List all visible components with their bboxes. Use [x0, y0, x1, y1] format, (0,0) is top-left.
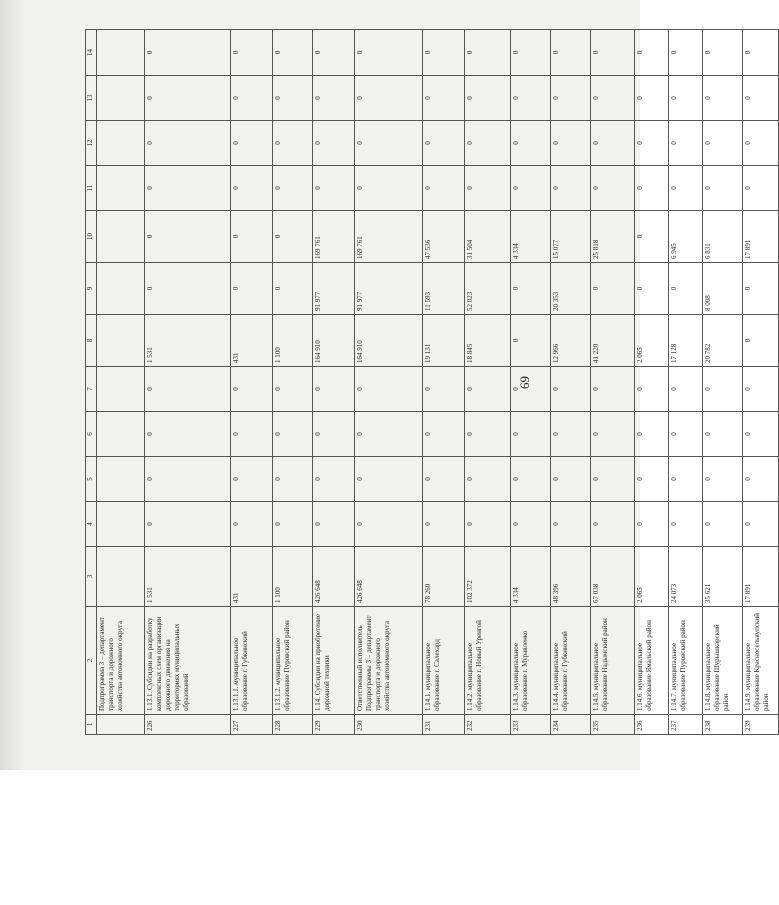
- row-label-cell: 1.14.4. муниципальное образование г. Губкинский: [551, 607, 591, 715]
- row-number-cell: 232: [465, 715, 511, 735]
- header-cell: 5: [86, 457, 97, 502]
- value-cell: 431: [231, 547, 273, 607]
- row-number-cell: 226: [145, 715, 231, 735]
- value-cell: 0: [551, 502, 591, 547]
- value-cell: 0: [635, 211, 669, 263]
- value-cell: 2 065: [635, 315, 669, 367]
- value-cell: 0: [703, 76, 743, 121]
- budget-table: [85, 29, 779, 735]
- value-cell: 0: [551, 367, 591, 412]
- row-label-cell: 1.14.3. муниципальное образование г. Муравленко: [511, 607, 551, 715]
- table-row: [423, 30, 465, 735]
- value-cell: 0: [511, 121, 551, 166]
- value-cell: [97, 457, 145, 502]
- value-cell: 0: [591, 502, 635, 547]
- value-cell: [97, 547, 145, 607]
- value-cell: 0: [465, 502, 511, 547]
- value-cell: [97, 315, 145, 367]
- table-row: [703, 30, 743, 735]
- value-cell: 19 131: [423, 315, 465, 367]
- value-cell: 0: [273, 30, 313, 76]
- value-cell: 0: [231, 211, 273, 263]
- value-cell: 8 008: [703, 263, 743, 315]
- value-cell: 0: [145, 211, 231, 263]
- row-number-cell: 238: [703, 715, 743, 735]
- value-cell: 0: [231, 502, 273, 547]
- value-cell: 0: [355, 502, 423, 547]
- value-cell: 0: [313, 502, 355, 547]
- value-cell: 0: [511, 502, 551, 547]
- value-cell: 0: [591, 121, 635, 166]
- value-cell: 0: [551, 457, 591, 502]
- value-cell: 0: [465, 76, 511, 121]
- row-label-cell: 1.14.7. муниципальное образование Пуровский район: [669, 607, 703, 715]
- value-cell: 0: [703, 121, 743, 166]
- table-row: [355, 30, 423, 735]
- row-label-cell: 1.13.1. Субсидии на разработку комплексных схем организации дорожного движения на территориях муниципальных образований: [145, 607, 231, 715]
- value-cell: 6 945: [669, 211, 703, 263]
- table-row: [551, 30, 591, 735]
- row-label-cell: 1.14.8. муниципальное образование Шурышкарский район: [703, 607, 743, 715]
- value-cell: [97, 412, 145, 457]
- value-cell: 0: [231, 412, 273, 457]
- row-number-cell: 236: [635, 715, 669, 735]
- row-number-cell: 227: [231, 715, 273, 735]
- value-cell: 2 065: [635, 547, 669, 607]
- value-cell: 18 845: [465, 315, 511, 367]
- value-cell: 0: [355, 166, 423, 211]
- value-cell: 52 023: [465, 263, 511, 315]
- value-cell: 0: [743, 30, 779, 76]
- value-cell: [97, 263, 145, 315]
- value-cell: 0: [145, 263, 231, 315]
- value-cell: 0: [669, 30, 703, 76]
- row-number-cell: 233: [511, 715, 551, 735]
- value-cell: 431: [231, 315, 273, 367]
- value-cell: 0: [635, 367, 669, 412]
- header-cell: 11: [86, 166, 97, 211]
- value-cell: 0: [511, 315, 551, 367]
- value-cell: 0: [231, 76, 273, 121]
- value-cell: 0: [635, 30, 669, 76]
- row-label-cell: 1.14.5. муниципальное образование Надымский район: [591, 607, 635, 715]
- value-cell: 1 531: [145, 547, 231, 607]
- value-cell: 0: [145, 166, 231, 211]
- value-cell: 0: [743, 263, 779, 315]
- value-cell: 169 761: [355, 211, 423, 263]
- value-cell: 0: [313, 30, 355, 76]
- table-row: [145, 30, 231, 735]
- value-cell: 0: [669, 367, 703, 412]
- value-cell: 0: [669, 121, 703, 166]
- row-label-cell: 1.14.6. муниципальное образование Ямальский район: [635, 607, 669, 715]
- value-cell: 0: [465, 166, 511, 211]
- value-cell: 0: [273, 76, 313, 121]
- value-cell: 0: [743, 457, 779, 502]
- value-cell: 0: [703, 412, 743, 457]
- value-cell: 0: [743, 166, 779, 211]
- table-row: [465, 30, 511, 735]
- table-row: [669, 30, 703, 735]
- header-cell: 10: [86, 211, 97, 263]
- value-cell: 17 128: [669, 315, 703, 367]
- value-cell: 0: [355, 367, 423, 412]
- value-cell: 17 891: [743, 211, 779, 263]
- value-cell: 0: [743, 367, 779, 412]
- header-cell: 6: [86, 412, 97, 457]
- value-cell: 0: [703, 166, 743, 211]
- value-cell: 0: [703, 367, 743, 412]
- value-cell: 11 593: [423, 263, 465, 315]
- value-cell: 0: [355, 76, 423, 121]
- value-cell: 25 818: [591, 211, 635, 263]
- row-number-cell: 234: [551, 715, 591, 735]
- row-number-cell: 228: [273, 715, 313, 735]
- value-cell: 12 966: [551, 315, 591, 367]
- value-cell: 0: [313, 457, 355, 502]
- value-cell: 0: [423, 30, 465, 76]
- row-label-cell: 1.13.1.1. муниципальное образование г. Губкинский: [231, 607, 273, 715]
- value-cell: 20 353: [551, 263, 591, 315]
- value-cell: [97, 30, 145, 76]
- value-cell: 169 761: [313, 211, 355, 263]
- row-number-cell: 237: [669, 715, 703, 735]
- value-cell: 0: [511, 166, 551, 211]
- value-cell: 0: [145, 412, 231, 457]
- value-cell: 0: [231, 263, 273, 315]
- value-cell: 0: [703, 457, 743, 502]
- value-cell: 20 782: [703, 315, 743, 367]
- value-cell: 48 396: [551, 547, 591, 607]
- row-number-cell: 239: [743, 715, 779, 735]
- value-cell: 0: [355, 412, 423, 457]
- value-cell: 0: [145, 76, 231, 121]
- value-cell: 1 100: [273, 315, 313, 367]
- table-body: [97, 30, 779, 735]
- row-number-cell: 235: [591, 715, 635, 735]
- value-cell: 0: [591, 166, 635, 211]
- row-number-cell: 231: [423, 715, 465, 735]
- value-cell: 0: [145, 121, 231, 166]
- value-cell: 0: [551, 121, 591, 166]
- value-cell: [97, 367, 145, 412]
- value-cell: [97, 121, 145, 166]
- value-cell: 0: [231, 166, 273, 211]
- value-cell: 0: [669, 502, 703, 547]
- header-cell: 9: [86, 263, 97, 315]
- value-cell: 0: [465, 457, 511, 502]
- value-cell: 0: [465, 121, 511, 166]
- value-cell: [97, 502, 145, 547]
- value-cell: 0: [591, 367, 635, 412]
- value-cell: 0: [313, 367, 355, 412]
- value-cell: 24 073: [669, 547, 703, 607]
- value-cell: 0: [355, 121, 423, 166]
- header-cell: 14: [86, 30, 97, 76]
- value-cell: 0: [511, 30, 551, 76]
- value-cell: 0: [551, 30, 591, 76]
- value-cell: 0: [591, 30, 635, 76]
- value-cell: 91 977: [355, 263, 423, 315]
- value-cell: 0: [551, 412, 591, 457]
- value-cell: 0: [423, 412, 465, 457]
- value-cell: 0: [635, 166, 669, 211]
- value-cell: 0: [145, 30, 231, 76]
- table-row: [635, 30, 669, 735]
- value-cell: 0: [231, 367, 273, 412]
- value-cell: [97, 211, 145, 263]
- table-header-row: [86, 30, 97, 735]
- value-cell: 35 621: [703, 547, 743, 607]
- row-number-cell: 230: [355, 715, 423, 735]
- value-cell: 0: [145, 457, 231, 502]
- rotated-content: [85, 30, 770, 735]
- value-cell: 102 372: [465, 547, 511, 607]
- value-cell: 0: [145, 367, 231, 412]
- value-cell: 0: [273, 457, 313, 502]
- value-cell: 0: [551, 76, 591, 121]
- table-row: [591, 30, 635, 735]
- value-cell: 0: [423, 76, 465, 121]
- header-cell: 8: [86, 315, 97, 367]
- value-cell: 0: [273, 166, 313, 211]
- value-cell: 91 977: [313, 263, 355, 315]
- value-cell: 31 504: [465, 211, 511, 263]
- value-cell: 0: [591, 76, 635, 121]
- value-cell: 0: [423, 367, 465, 412]
- value-cell: 0: [355, 457, 423, 502]
- value-cell: 426 648: [355, 547, 423, 607]
- header-cell: 1: [86, 715, 97, 735]
- table-row: [97, 30, 145, 735]
- value-cell: 1 531: [145, 315, 231, 367]
- table-row: [743, 30, 779, 735]
- value-cell: 0: [743, 412, 779, 457]
- value-cell: 41 220: [591, 315, 635, 367]
- header-cell: 4: [86, 502, 97, 547]
- value-cell: 6 831: [703, 211, 743, 263]
- value-cell: 0: [743, 315, 779, 367]
- row-label-cell: 1.14. Субсидии на приобретение дорожной техники: [313, 607, 355, 715]
- value-cell: 0: [635, 457, 669, 502]
- value-cell: [97, 76, 145, 121]
- value-cell: 0: [273, 502, 313, 547]
- value-cell: 0: [669, 457, 703, 502]
- value-cell: 0: [511, 367, 551, 412]
- header-cell: 13: [86, 76, 97, 121]
- value-cell: 47 536: [423, 211, 465, 263]
- value-cell: 67 038: [591, 547, 635, 607]
- value-cell: 0: [231, 457, 273, 502]
- value-cell: 0: [703, 30, 743, 76]
- value-cell: 0: [591, 457, 635, 502]
- value-cell: 0: [273, 211, 313, 263]
- header-cell: 3: [86, 547, 97, 607]
- value-cell: 0: [465, 412, 511, 457]
- value-cell: 0: [313, 166, 355, 211]
- value-cell: 0: [355, 30, 423, 76]
- value-cell: 17 891: [743, 547, 779, 607]
- value-cell: 426 648: [313, 547, 355, 607]
- value-cell: 0: [511, 263, 551, 315]
- value-cell: 0: [591, 263, 635, 315]
- row-label-cell: Ответственный исполнитель Подпрограммы 3 – департамент транспорта и дорожного хозяйства автономного округа: [355, 607, 423, 715]
- value-cell: 0: [669, 412, 703, 457]
- value-cell: 0: [635, 121, 669, 166]
- value-cell: 0: [273, 121, 313, 166]
- value-cell: 0: [511, 76, 551, 121]
- table-row: [273, 30, 313, 735]
- value-cell: 0: [551, 166, 591, 211]
- header-cell: 2: [86, 607, 97, 715]
- value-cell: 0: [423, 457, 465, 502]
- value-cell: 0: [273, 263, 313, 315]
- value-cell: 1 100: [273, 547, 313, 607]
- value-cell: 0: [591, 412, 635, 457]
- value-cell: 0: [511, 457, 551, 502]
- row-number-cell: [97, 715, 145, 735]
- page-number: 69: [517, 376, 532, 389]
- value-cell: 0: [465, 367, 511, 412]
- value-cell: 0: [743, 502, 779, 547]
- value-cell: 0: [313, 121, 355, 166]
- value-cell: 0: [231, 121, 273, 166]
- row-label-cell: 1.13.1.2. муниципальное образование Пуровский район: [273, 607, 313, 715]
- scan-shadow-edge: [0, 0, 22, 770]
- value-cell: 0: [669, 76, 703, 121]
- table-row: [313, 30, 355, 735]
- value-cell: 0: [273, 367, 313, 412]
- value-cell: 0: [273, 412, 313, 457]
- row-label-cell: 1.14.9. муниципальное образование Красноселькупский район: [743, 607, 779, 715]
- value-cell: 0: [511, 412, 551, 457]
- value-cell: 0: [635, 502, 669, 547]
- value-cell: 4 334: [511, 211, 551, 263]
- row-number-cell: 229: [313, 715, 355, 735]
- row-label-cell: 1.14.2. муниципальное образование г. Новый Уренгой: [465, 607, 511, 715]
- table-row: [231, 30, 273, 735]
- value-cell: 0: [669, 166, 703, 211]
- header-cell: 7: [86, 367, 97, 412]
- value-cell: 0: [313, 76, 355, 121]
- value-cell: [97, 166, 145, 211]
- value-cell: 15 077: [551, 211, 591, 263]
- row-label-cell: 1.14.1. муниципальное образование г. Салехард: [423, 607, 465, 715]
- value-cell: 164 910: [355, 315, 423, 367]
- value-cell: 164 910: [313, 315, 355, 367]
- value-cell: 0: [313, 412, 355, 457]
- value-cell: 0: [703, 502, 743, 547]
- header-cell: 12: [86, 121, 97, 166]
- value-cell: 0: [669, 263, 703, 315]
- value-cell: 0: [423, 121, 465, 166]
- value-cell: 0: [635, 263, 669, 315]
- value-cell: 0: [743, 76, 779, 121]
- value-cell: 0: [743, 121, 779, 166]
- value-cell: 0: [145, 502, 231, 547]
- value-cell: 0: [423, 502, 465, 547]
- value-cell: 78 260: [423, 547, 465, 607]
- value-cell: 0: [635, 76, 669, 121]
- value-cell: 4 334: [511, 547, 551, 607]
- value-cell: 0: [465, 30, 511, 76]
- value-cell: 0: [635, 412, 669, 457]
- value-cell: 0: [231, 30, 273, 76]
- value-cell: 0: [423, 166, 465, 211]
- row-label-cell: Подпрограмма 3 – департамент транспорта и дорожного хозяйства автономного округа: [97, 607, 145, 715]
